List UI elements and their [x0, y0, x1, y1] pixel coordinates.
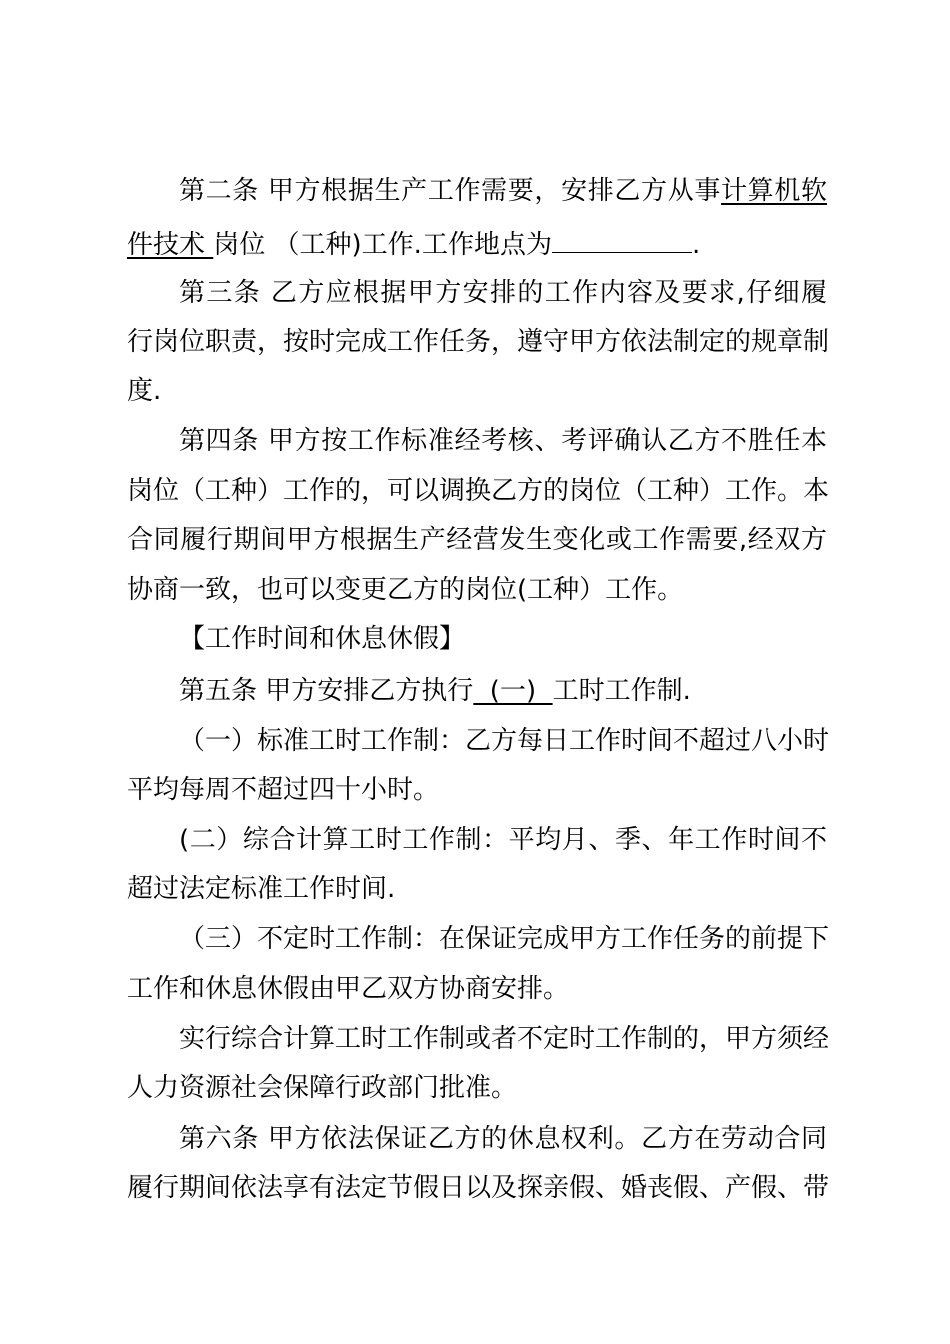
- section-heading: [127, 622, 827, 656]
- option1-text-1: （一）标准工时工作制：乙方每日工作时间不超过八小时: [179, 726, 830, 756]
- article2-line1: [127, 174, 827, 208]
- option2-line1: [127, 823, 827, 857]
- article2-position-underlined-1: 计算机软: [721, 176, 827, 206]
- option3-line1: [127, 922, 830, 956]
- article4-text-1: 第四条 甲方按工作标准经考核、考评确认乙方不胜任本: [179, 426, 827, 456]
- article5-line: [127, 674, 827, 708]
- article2-line2: [127, 224, 827, 262]
- approval-text-2: 人力资源社会保障行政部门批准。: [127, 1073, 518, 1103]
- article5-prefix: 第五条 甲方安排乙方执行: [179, 676, 474, 706]
- approval-text-1: 实行综合计算工时工作制或者不定时工作制的，甲方须经: [179, 1024, 830, 1054]
- article3-text-1: 第三条 乙方应根据甲方安排的工作内容及要求,仔细履: [179, 278, 827, 308]
- article5-suffix: 工时工作制.: [552, 676, 691, 706]
- article2-middle: 岗位 （工种)工作.工作地点为: [213, 230, 552, 260]
- article2-prefix: 第二条 甲方根据生产工作需要，安排乙方从事: [179, 176, 722, 206]
- option2-text-2: 超过法定标准工作时间.: [127, 874, 396, 904]
- option2-text-1: (二）综合计算工时工作制：平均月、季、年工作时间不: [179, 825, 827, 855]
- approval-line1: [127, 1022, 830, 1056]
- option3-text-1: （三）不定时工作制：在保证完成甲方工作任务的前提下: [179, 924, 830, 954]
- article5-selected-option: (一): [473, 676, 553, 706]
- article6-text-2: 履行期间依法享有法定节假日以及探亲假、婚丧假、产假、带: [127, 1173, 830, 1203]
- article4-line2: [127, 474, 830, 508]
- article3-text-2: 行岗位职责，按时完成工作任务，遵守甲方依法制定的规章制: [127, 327, 830, 357]
- option1-line1: [127, 724, 830, 758]
- option1-line2: [127, 773, 827, 807]
- article2-position-underlined-2: 件技术: [127, 230, 214, 260]
- article3-line3: [127, 374, 827, 408]
- approval-line2: [127, 1071, 827, 1105]
- section-heading-text: 【工作时间和休息休假】: [179, 624, 466, 654]
- article6-line1: [127, 1122, 827, 1156]
- article3-line1: [127, 276, 827, 310]
- article4-text-2: 岗位（工种）工作的，可以调换乙方的岗位（工种）工作。本: [127, 476, 830, 506]
- article2-end: .: [691, 230, 701, 260]
- option3-line2: [127, 972, 827, 1006]
- article6-line2: [127, 1171, 830, 1205]
- option1-text-2: 平均每周不超过四十小时。: [127, 775, 440, 805]
- option3-text-2: 工作和休息休假由甲乙双方协商安排。: [127, 974, 570, 1004]
- article4-line4: [127, 573, 827, 607]
- article4-line1: [127, 424, 827, 458]
- work-location-blank: [552, 224, 692, 253]
- article3-line2: [127, 325, 830, 359]
- article4-text-4: 协商一致，也可以变更乙方的岗位(工种）工作。: [127, 575, 684, 605]
- article4-line3: [127, 523, 827, 557]
- article4-text-3: 合同履行期间甲方根据生产经营发生变化或工作需要,经双方: [127, 525, 827, 555]
- option2-line2: [127, 872, 827, 906]
- article6-text-1: 第六条 甲方依法保证乙方的休息权利。乙方在劳动合同: [179, 1124, 827, 1154]
- article3-text-3: 度.: [127, 376, 162, 406]
